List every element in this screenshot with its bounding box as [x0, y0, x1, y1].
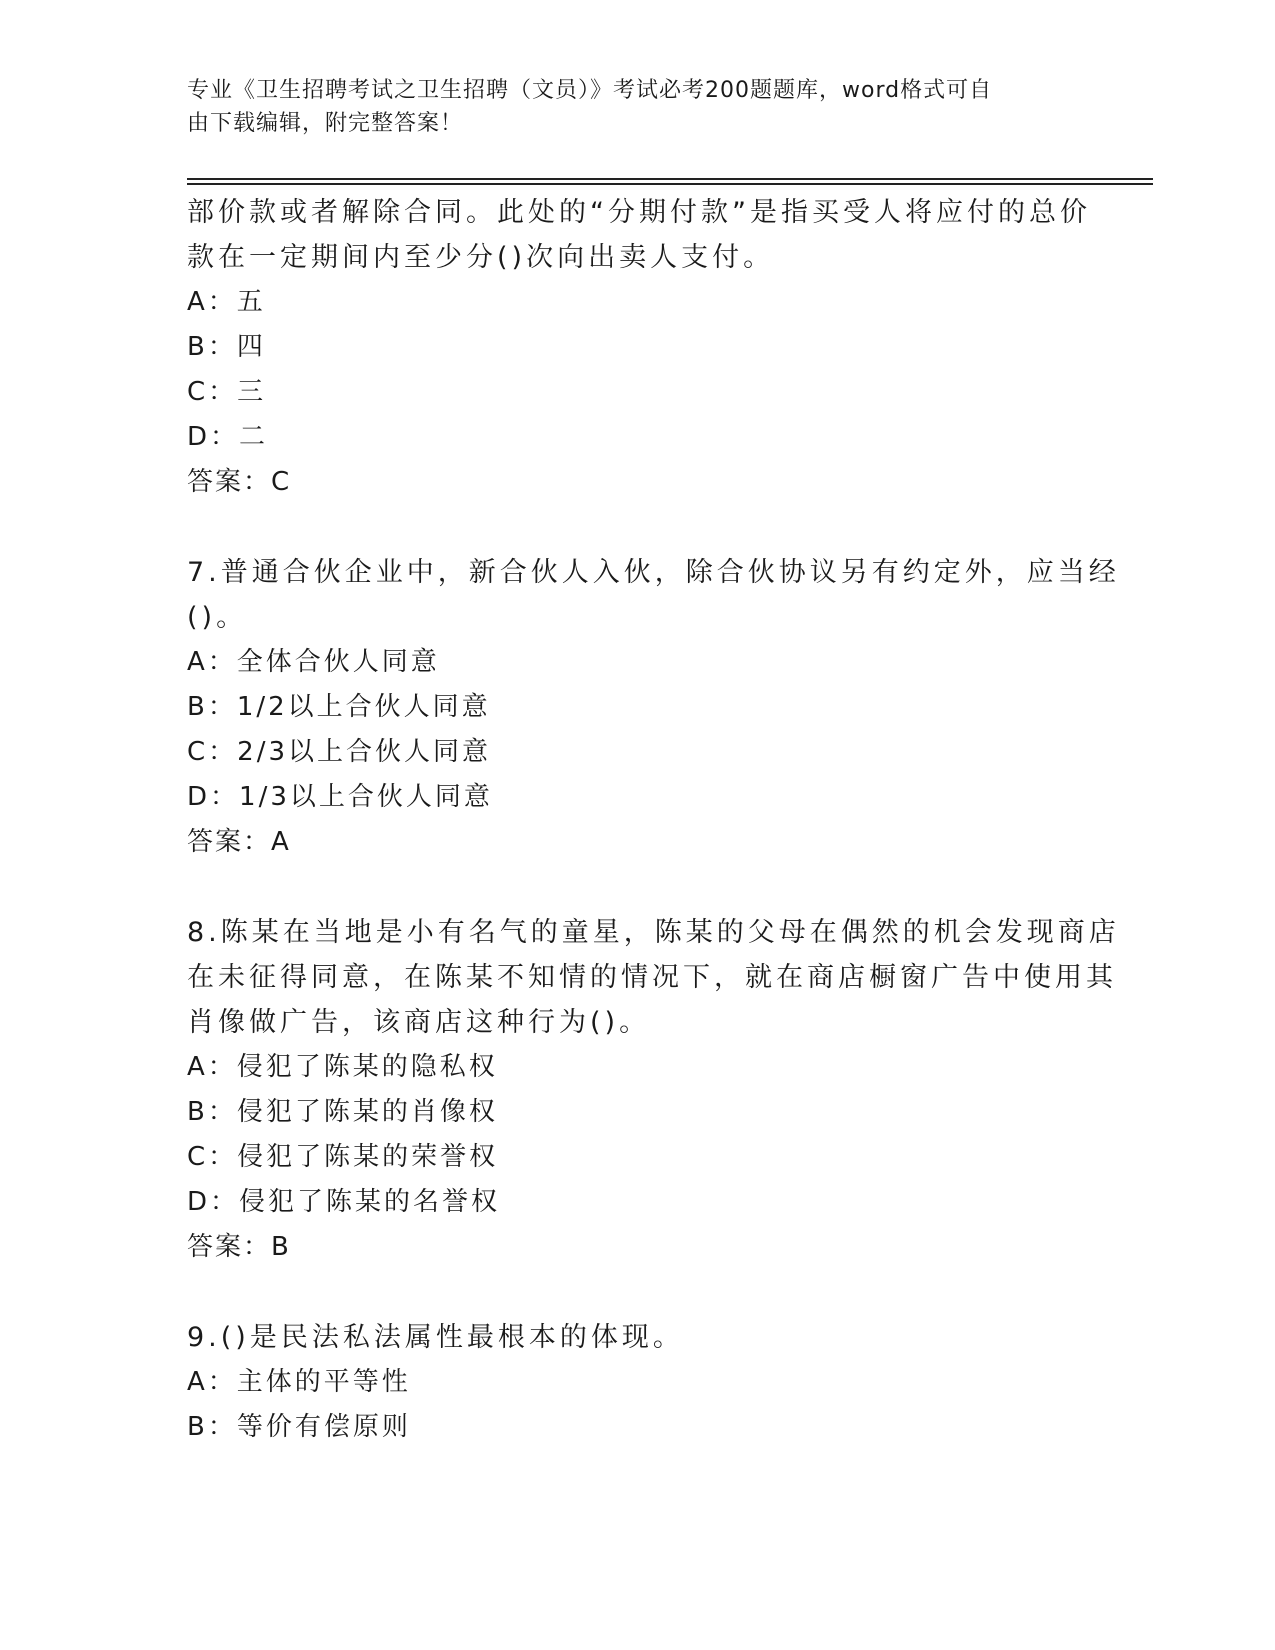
answer: 答案：B — [187, 1232, 291, 1262]
option-a: A：侵犯了陈某的隐私权 — [187, 1052, 498, 1082]
header-line-1: 专业《卫生招聘考试之卫生招聘（文员）》考试必考200题题库，word格式可自 — [187, 78, 993, 103]
option-b: B：等价有偿原则 — [187, 1412, 411, 1442]
question-list — [187, 190, 1120, 1450]
question-stem-line: ()。 — [187, 602, 248, 633]
answer: 答案：A — [187, 827, 291, 857]
option-c: C：侵犯了陈某的荣誉权 — [187, 1142, 499, 1172]
question-stem-line: 在未征得同意，在陈某不知情的情况下，就在商店橱窗广告中使用其 — [187, 962, 1117, 993]
question-stem-line: 部价款或者解除合同。此处的“分期付款”是指买受人将应付的总价 — [187, 197, 1091, 228]
spacer — [187, 505, 1067, 550]
option-a: A：全体合伙人同意 — [187, 647, 440, 677]
question-stem-line: 7.普通合伙企业中，新合伙人入伙，除合伙协议另有约定外，应当经 — [187, 557, 1120, 588]
question-8 — [187, 910, 1120, 1270]
spacer — [187, 865, 1067, 910]
question-stem-line: 肖像做广告，该商店这种行为()。 — [187, 1007, 651, 1038]
header-divider-top — [187, 178, 1153, 180]
document-header — [187, 74, 1067, 140]
option-d: D：1/3以上合伙人同意 — [187, 782, 493, 812]
option-d: D：侵犯了陈某的名誉权 — [187, 1187, 501, 1217]
option-c: C：三 — [187, 377, 267, 407]
option-c: C：2/3以上合伙人同意 — [187, 737, 491, 767]
option-b: B：1/2以上合伙人同意 — [187, 692, 491, 722]
option-a: A：主体的平等性 — [187, 1367, 411, 1397]
header-line-2: 由下载编辑，附完整答案！ — [187, 111, 464, 136]
option-b: B：侵犯了陈某的肖像权 — [187, 1097, 498, 1127]
option-b: B：四 — [187, 332, 266, 362]
question-6 — [187, 190, 1091, 505]
spacer — [187, 1270, 1067, 1315]
question-9 — [187, 1315, 1067, 1450]
question-stem-line: 款在一定期间内至少分()次向出卖人支付。 — [187, 242, 775, 273]
option-a: A：五 — [187, 287, 266, 317]
question-stem-line: 8.陈某在当地是小有名气的童星，陈某的父母在偶然的机会发现商店 — [187, 917, 1120, 948]
question-7 — [187, 550, 1120, 865]
answer: 答案：C — [187, 467, 292, 497]
option-d: D：二 — [187, 422, 269, 452]
question-stem-line: 9.()是民法私法属性最根本的体现。 — [187, 1322, 684, 1353]
header-divider-bottom — [187, 183, 1153, 185]
